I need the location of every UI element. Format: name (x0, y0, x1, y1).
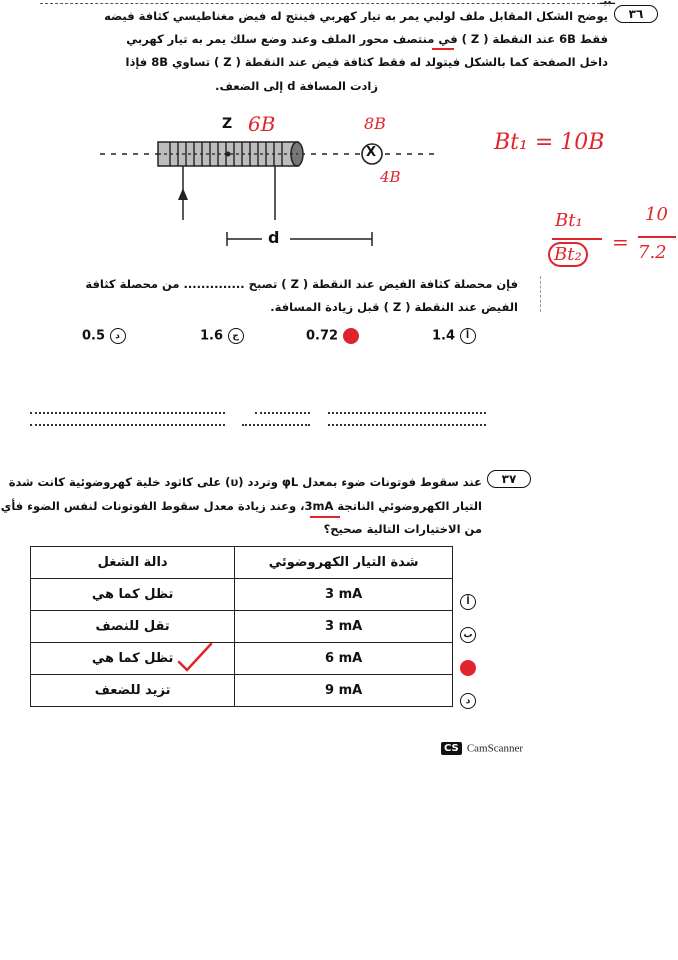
current-arrow (178, 188, 188, 200)
cell-work: تظل كما هي (31, 643, 235, 675)
hand-frac-left-bottom: Bt₂ (548, 242, 588, 267)
label-x: X (366, 145, 377, 160)
camscanner-brand: CamScanner (466, 742, 524, 755)
q36-line-4: زادت المسافة d إلى الضعف. (215, 79, 378, 93)
hand-4b: 4B (380, 168, 401, 186)
question-37-number: ٣٧ (487, 470, 531, 488)
q36-line-2: فقط 6B عند النقطة ( Z ) في منتصف محور الملف وعند وضع سلك يمر به تيار كهربي (126, 32, 608, 46)
hand-equation-1: Bt₁ = 10B (494, 130, 605, 155)
option-mark: د (110, 328, 126, 344)
option-mark-selected: ب (343, 328, 359, 344)
q37-option-a[interactable] (460, 591, 476, 610)
hand-frac-left-top: Bt₁ (555, 210, 583, 231)
question-36-number: ٣٦ (614, 5, 658, 23)
table-header-row (31, 547, 453, 579)
margin-tick (540, 276, 542, 312)
camscanner-logo: CS (441, 742, 462, 755)
top-rule (40, 3, 600, 4)
label-z: Z (222, 116, 233, 132)
cell-work: تظل كما هي (31, 579, 235, 611)
q36-option-a[interactable] (432, 328, 476, 344)
header-work-function: دالة الشغل (31, 547, 235, 579)
option-mark: أ (460, 594, 476, 610)
option-mark: ج (228, 328, 244, 344)
q36-option-b[interactable] (306, 328, 359, 344)
option-mark-selected: ج (460, 660, 476, 676)
q37-line-1: عند سقوط فوتونات ضوء بمعدل φL وتردد (υ) على كاثود خلية كهروضوئية كانت شدة (8, 475, 482, 489)
cell-current: 3 mA (235, 579, 453, 611)
hand-frac-right-top: 10 (645, 204, 668, 225)
answer-table (30, 546, 453, 707)
separator-dots-1c (328, 412, 486, 414)
q37-line-3: من الاختيارات التالية صحيح؟ (323, 522, 482, 536)
q36-question-line-1: فإن محصلة كثافة الفيض عند النقطة ( Z ) تصبح .............. من محصلة كثافة (85, 277, 518, 291)
label-d: d (268, 228, 280, 247)
separator-dots-1a (30, 412, 225, 414)
table-row[interactable] (31, 643, 453, 675)
cell-current: 3 mA (235, 611, 453, 643)
q36-line-3: داخل الصفحة كما بالشكل فيتولد له فقط كثافة فيض عند النقطة ( Z ) تساوي 8B فإذا (125, 55, 608, 69)
separator-dots-2a (30, 424, 225, 426)
corner-mark: ـبيـ (600, 0, 615, 7)
q36-option-c[interactable] (200, 328, 244, 344)
separator-dots-1b (255, 412, 310, 414)
check-mark-icon (175, 640, 215, 674)
q37-option-d[interactable] (460, 690, 476, 709)
q36-question-line-2: الفيض عند النقطة ( Z ) قبل زيادة المسافة. (270, 300, 518, 314)
hand-frac-left-bar (552, 238, 602, 240)
hand-frac-right-bar (638, 236, 676, 238)
option-value: 1.6 (200, 328, 224, 344)
cell-work: تقل للنصف (31, 611, 235, 643)
hand-6b: 6B (248, 112, 276, 136)
option-mark: د (460, 693, 476, 709)
cell-current: 6 mA (235, 643, 453, 675)
q37-line-2: التيار الكهروضوئي الناتجة 3mA، وعند زيادة معدل سقوط الفوتونات لنفس الضوء فأي (0, 499, 482, 513)
hand-8b: 8B (364, 114, 386, 133)
underline-6b (432, 48, 454, 50)
cell-current: 9 mA (235, 675, 453, 707)
option-mark: ب (460, 627, 476, 643)
table-row[interactable] (31, 579, 453, 611)
q36-line-1: يوضح الشكل المقابل ملف لولبي يمر به تيار كهربي فينتج له فيض مغناطيسي كثافة فيضه (104, 9, 608, 23)
table-row[interactable] (31, 675, 453, 707)
table-row[interactable] (31, 611, 453, 643)
hand-equals: = (612, 230, 629, 254)
separator-dots-2c (328, 424, 486, 426)
option-value: 0.72 (306, 328, 339, 344)
q36-option-d[interactable] (82, 328, 126, 344)
header-current: شدة التيار الكهروضوئي (235, 547, 453, 579)
camscanner-watermark (441, 738, 523, 757)
cell-work: تزيد للضعف (31, 675, 235, 707)
q37-option-b[interactable] (460, 624, 476, 643)
underline-3ma (310, 516, 340, 518)
separator-dots-2b (242, 424, 310, 426)
option-value: 1.4 (432, 328, 456, 344)
q37-option-c[interactable] (460, 657, 476, 676)
point-z (226, 152, 231, 157)
hand-frac-right-bottom: 7.2 (638, 242, 667, 263)
option-mark: أ (460, 328, 476, 344)
option-value: 0.5 (82, 328, 106, 344)
